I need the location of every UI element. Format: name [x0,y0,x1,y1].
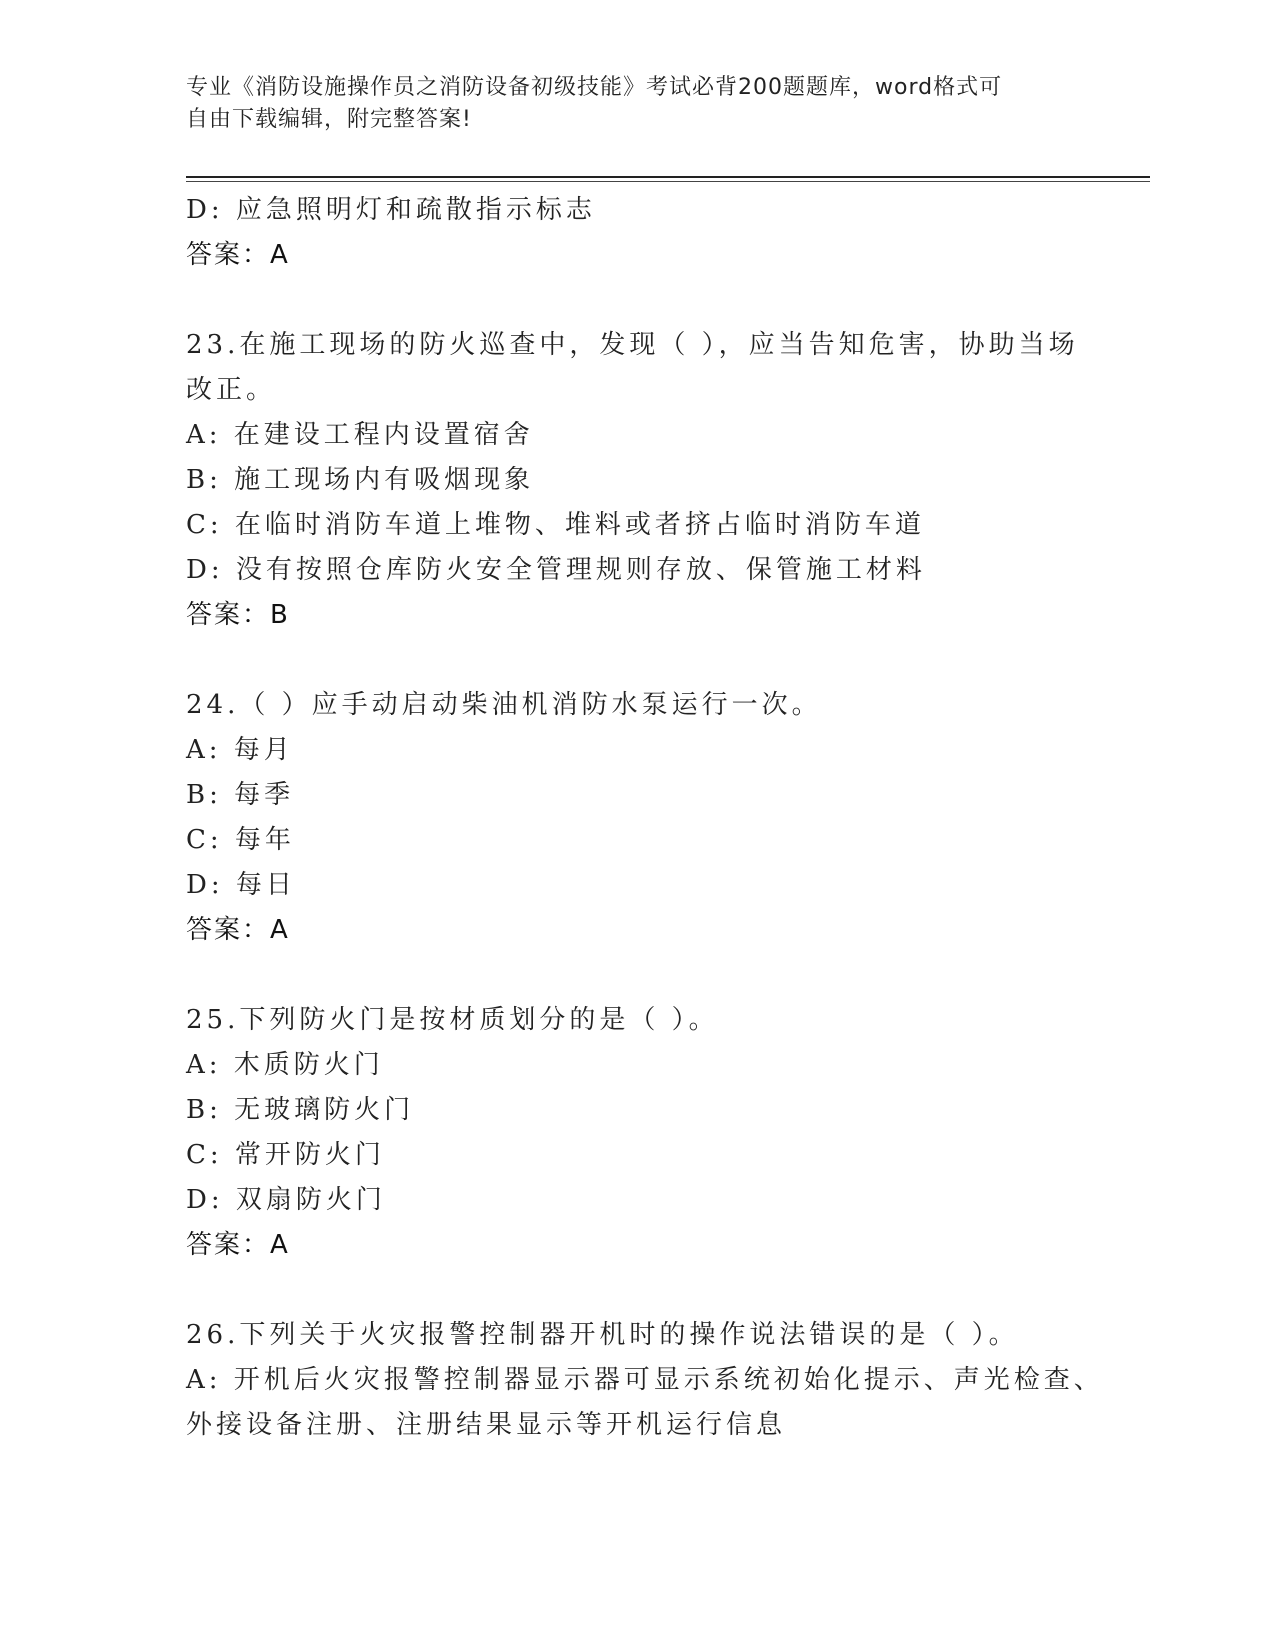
header-title-line-2: 自由下载编辑，附完整答案! [186,107,472,132]
question-24 [186,683,1086,953]
option-b: B: 每季 [186,780,295,810]
question-stem: 24.（ ）应手动启动柴油机消防水泵运行一次。 [186,690,822,720]
option-a: A: 木质防火门 [186,1050,384,1080]
answer: 答案：A [186,915,290,945]
option-a: A: 每月 [186,735,294,765]
spacer [186,638,1086,683]
spacer [186,1268,1086,1313]
option-b: B: 无玻璃防火门 [186,1095,415,1125]
option-a-continued: 外接设备注册、注册结果显示等开机运行信息 [186,1410,787,1440]
option-a: A: 开机后火灾报警控制器显示器可显示系统初始化提示、声光检查、 [186,1365,1104,1395]
option-c: C: 在临时消防车道上堆物、堆料或者挤占临时消防车道 [186,510,925,540]
header-title-line-1: 专业《消防设施操作员之消防设备初级技能》考试必背200题题库，word格式可 [186,75,1003,100]
prev-option-d: D: 应急照明灯和疏散指示标志 [186,195,596,225]
answer: 答案：B [186,600,290,630]
option-d: D: 每日 [186,870,296,900]
page-header [186,72,1086,136]
question-stem-continued: 改正。 [186,375,277,405]
question-stem: 25.下列防火门是按材质划分的是（ ）。 [186,1005,719,1035]
header-divider-thin [186,181,1150,182]
option-d: D: 没有按照仓库防火安全管理规则存放、保管施工材料 [186,555,926,585]
spacer [186,953,1086,998]
question-stem: 23.在施工现场的防火巡查中，发现（ ），应当告知危害，协助当场 [186,330,1079,360]
question-list [186,188,1104,1448]
answer: 答案：A [186,1230,290,1260]
question-stem: 26.下列关于火灾报警控制器开机时的操作说法错误的是（ ）。 [186,1320,1019,1350]
option-b: B: 施工现场内有吸烟现象 [186,465,535,495]
question-25 [186,998,1086,1268]
option-c: C: 常开防火门 [186,1140,385,1170]
option-d: D: 双扇防火门 [186,1185,386,1215]
question-23 [186,323,1086,638]
option-c: C: 每年 [186,825,295,855]
option-a: A: 在建设工程内设置宿舍 [186,420,534,450]
prev-answer: 答案：A [186,240,290,270]
question-26 [186,1313,1104,1448]
header-divider-thick [186,176,1150,178]
spacer [186,278,1086,323]
